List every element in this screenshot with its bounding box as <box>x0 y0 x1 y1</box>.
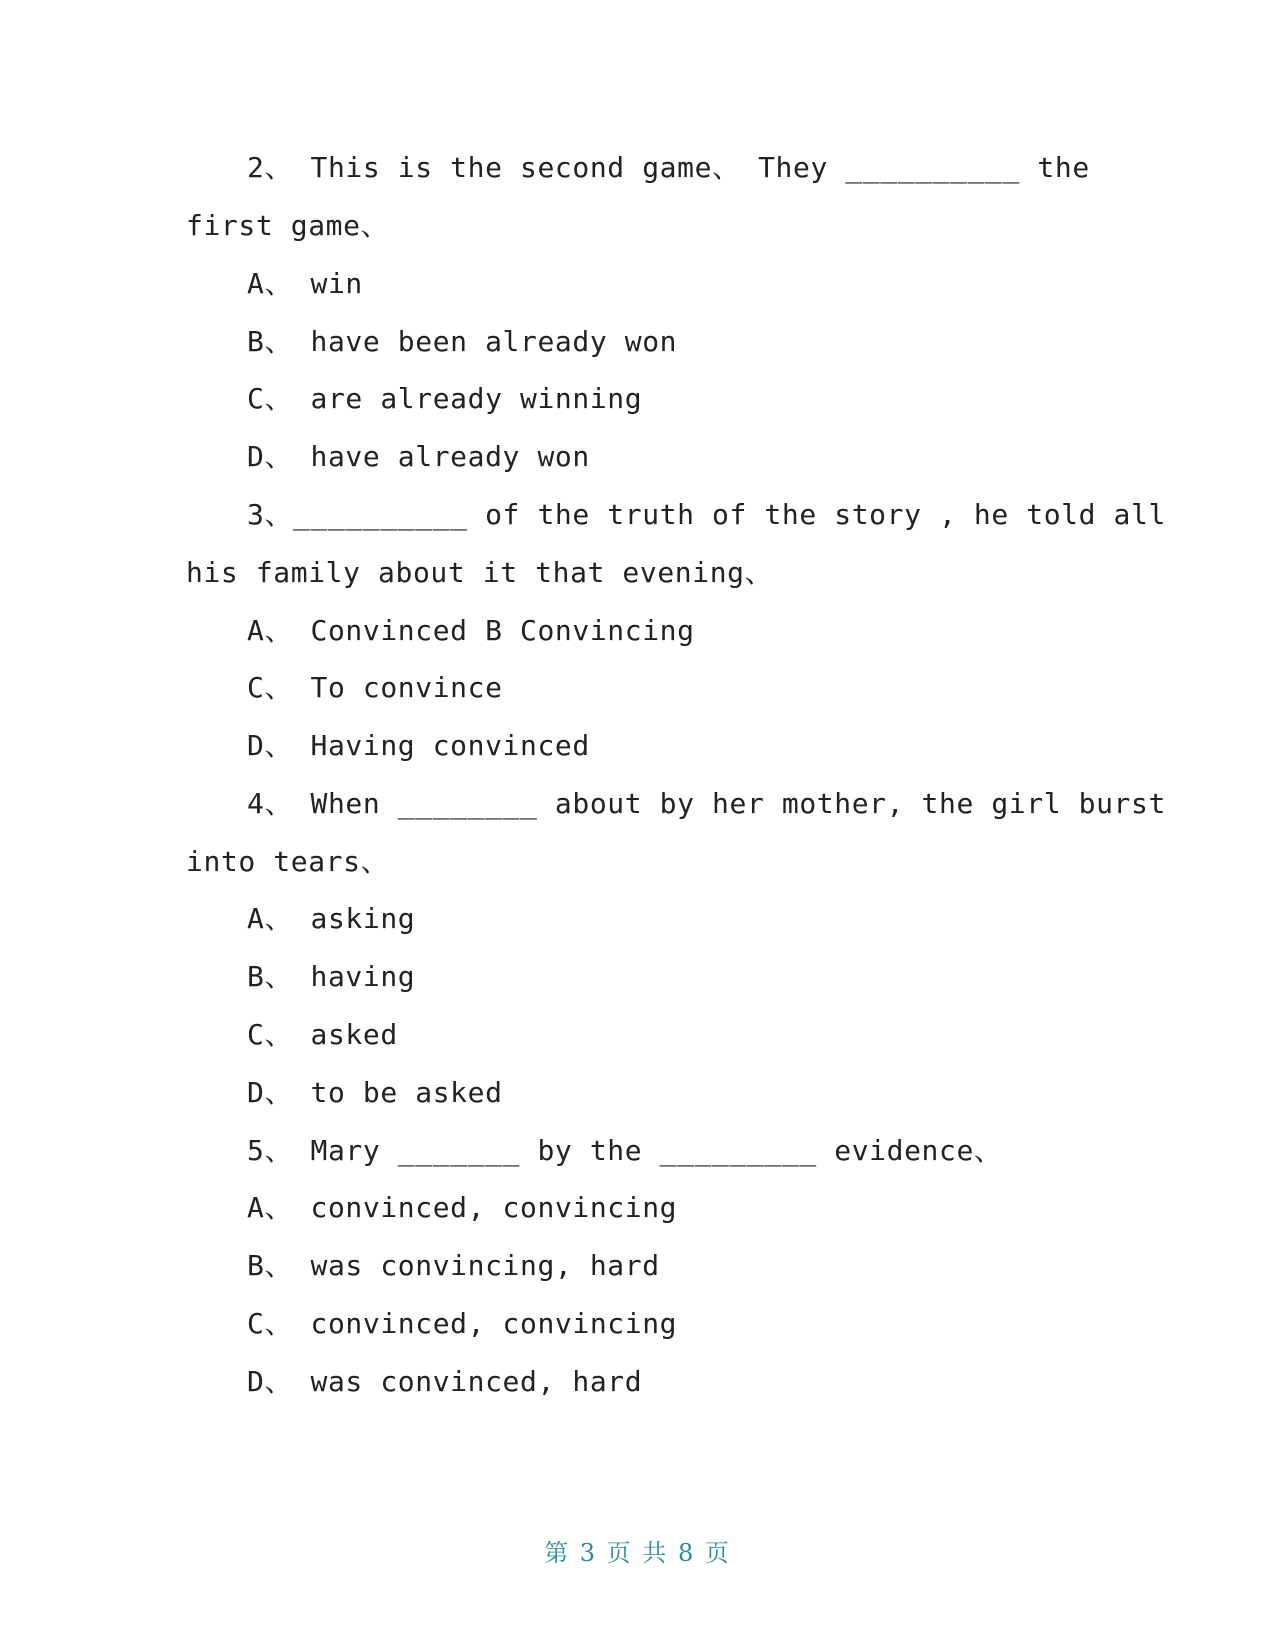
page-footer: 第 3 页 共 8 页 <box>544 1539 731 1567</box>
question-5-option-b: B、 was convincing, hard <box>247 1249 660 1282</box>
question-4-option-d: D、 to be asked <box>247 1076 503 1109</box>
question-2-option-d: D、 have already won <box>247 440 590 473</box>
question-2-stem: 2、 This is the second game、 They __________ the <box>247 151 1090 184</box>
question-3-stem: 3、__________ of the truth of the story , he told all <box>247 498 1166 531</box>
question-5-stem: 5、 Mary _______ by the _________ evidence、 <box>247 1134 1003 1167</box>
question-4-option-a: A、 asking <box>247 902 416 935</box>
question-4-stem: 4、 When ________ about by her mother, the girl burst <box>247 787 1166 820</box>
question-4-stem-continued: into tears、 <box>186 845 390 878</box>
question-2-option-a: A、 win <box>247 267 363 300</box>
question-2-option-b: B、 have been already won <box>247 325 678 358</box>
question-5-option-d: D、 was convinced, hard <box>247 1365 643 1398</box>
question-3-option-a-b: A、 Convinced B Convincing <box>247 614 695 647</box>
question-3-stem-continued: his family about it that evening、 <box>186 556 774 589</box>
question-2-option-c: C、 are already winning <box>247 382 643 415</box>
question-5-option-a: A、 convinced, convincing <box>247 1191 678 1224</box>
question-5-option-c: C、 convinced, convincing <box>247 1307 678 1340</box>
question-2-stem-continued: first game、 <box>186 209 390 242</box>
question-4-option-b: B、 having <box>247 960 416 993</box>
question-3-option-d: D、 Having convinced <box>247 729 590 762</box>
question-3-option-c: C、 To convince <box>247 671 503 704</box>
question-4-option-c: C、 asked <box>247 1018 398 1051</box>
